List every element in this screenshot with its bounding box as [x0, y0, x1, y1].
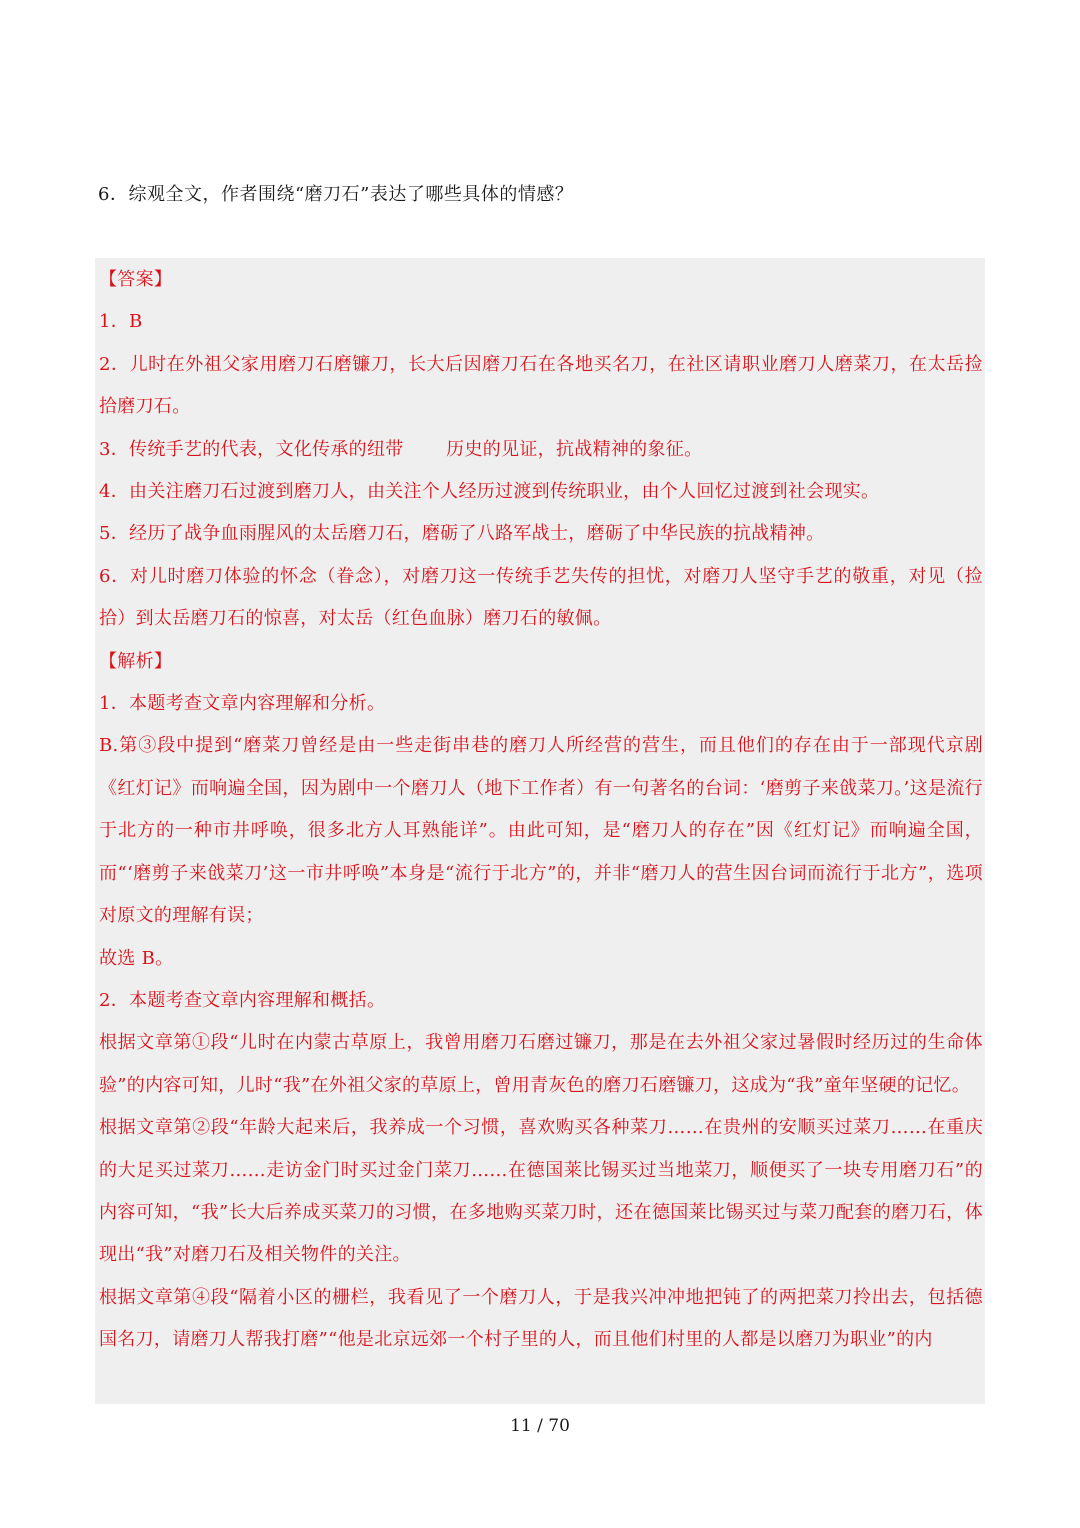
- analysis-paragraph: 2．本题考查文章内容理解和概括。: [99, 989, 386, 1011]
- answer-item: 3．传统手艺的代表，文化传承的纽带 历史的见证，抗战精神的象征。: [99, 438, 703, 460]
- analysis-paragraph: 故选 B。: [99, 947, 174, 969]
- analysis-paragraph: 1．本题考查文章内容理解和分析。: [99, 693, 386, 715]
- answer-item: 4．由关注磨刀石过渡到磨刀人，由关注个人经历过渡到传统职业，由个人回忆过渡到社会现实。: [99, 481, 880, 503]
- answer-item: 2．儿时在外祖父家用磨刀石磨镰刀，长大后因磨刀石在各地买名刀，在社区请职业磨刀人磨菜刀，在太岳捡拾磨刀石。: [99, 353, 983, 418]
- answer-item: 1．B: [99, 311, 143, 333]
- analysis-label: 【解析】: [99, 650, 173, 672]
- analysis-paragraph: 根据文章第④段“隔着小区的栅栏，我看见了一个磨刀人，于是我兴冲冲地把钝了的两把菜刀拎出去，包括德国名刀，请磨刀人帮我打磨”“他是北京远郊一个村子里的人，而且他们村里的人都是以磨刀为职业”的内: [99, 1286, 983, 1351]
- answer-item: 5．经历了战争血雨腥风的太岳磨刀石，磨砺了八路军战士，磨砺了中华民族的抗战精神。: [99, 523, 825, 545]
- analysis-paragraph: 根据文章第①段“儿时在内蒙古草原上，我曾用磨刀石磨过镰刀，那是在去外祖父家过暑假时经历过的生命体验”的内容可知，儿时“我”在外祖父家的草原上，曾用青灰色的磨刀石磨镰刀，这成为“我”童年坚硬的记忆。: [99, 1032, 983, 1096]
- question-text: 6．综观全文，作者围绕“磨刀石”表达了哪些具体的情感？: [98, 184, 574, 205]
- analysis-paragraph: 根据文章第②段“年龄大起来后，我养成一个习惯，喜欢购买各种菜刀……在贵州的安顺买过菜刀……在重庆的大足买过菜刀……走访金门时买过金门菜刀……在德国莱比锡买过当地菜刀，顺便买了一块专用磨刀石”的内容可知，“我”长大后养成买菜刀的习惯，在多地购买菜刀时，还在德国莱比锡买过与菜刀配套的磨刀石，体现出“我”对磨刀石及相关物件的关注。: [99, 1117, 983, 1266]
- page-number: 11 / 70: [510, 1416, 570, 1436]
- answer-item: 6．对儿时磨刀体验的怀念（眷念），对磨刀这一传统手艺失传的担忧，对磨刀人坚守手艺的敬重，对见（捡拾）到太岳磨刀石的惊喜，对太岳（红色血脉）磨刀石的敏佩。: [99, 565, 983, 630]
- answer-section: [99, 259, 983, 1362]
- analysis-paragraph: B.第③段中提到“磨菜刀曾经是由一些走街串巷的磨刀人所经营的营生，而且他们的存在由于一部现代京剧《红灯记》而响遍全国，因为剧中一个磨刀人（地下工作者）有一句著名的台词：‘磨剪子来戗菜刀。’这是流行于北方的一种市井呼唤，很多北方人耳熟能详”。由此可知，是“磨刀人的存在”因《红灯记》而响遍全国，而“‘磨剪子来戗菜刀’这一市井呼唤”本身是“流行于北方”的，并非“磨刀人的营生因台词而流行于北方”，选项对原文的理解有误；: [99, 735, 983, 927]
- answer-label: 【答案】: [99, 269, 173, 290]
